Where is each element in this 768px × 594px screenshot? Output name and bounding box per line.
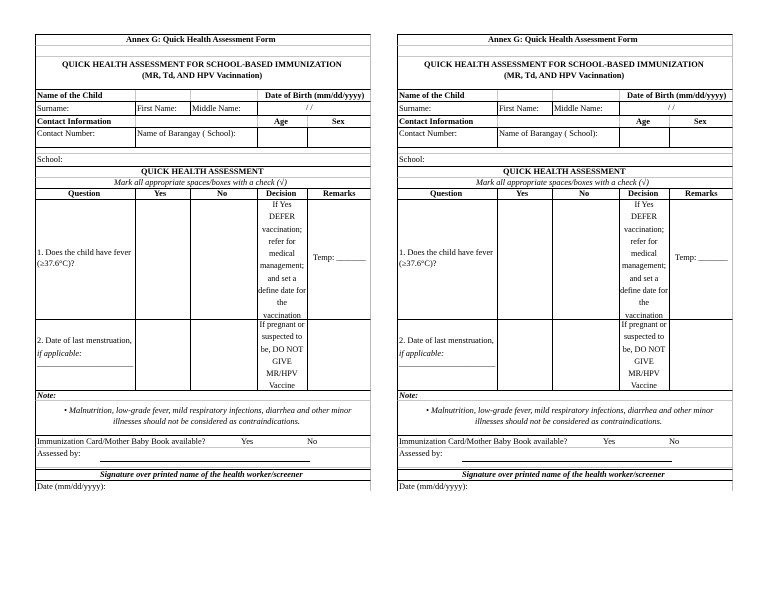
annex-title: Annex G: Quick Health Assessment Form xyxy=(488,35,638,44)
assessed-by-field[interactable]: Assessed by: xyxy=(37,449,81,458)
date-row xyxy=(35,480,371,491)
assessed-by-field[interactable]: Assessed by: xyxy=(399,449,443,458)
contact-fields-row xyxy=(35,127,371,147)
immunization-card-label: Immunization Card/Mother Baby Book available? xyxy=(37,437,206,446)
col-remarks: Remarks xyxy=(323,189,356,198)
qha-title: QUICK HEALTH ASSESSMENT xyxy=(503,167,626,176)
note-text-row xyxy=(397,400,733,435)
q1-text-line1: 1. Does the child have fever xyxy=(37,248,131,257)
col-decision: Decision xyxy=(628,189,659,198)
date-row xyxy=(397,480,733,491)
main-title: QUICK HEALTH ASSESSMENT FOR SCHOOL-BASED IMMUNIZATION xyxy=(424,60,704,69)
col-no: No xyxy=(217,189,228,198)
qha-instruction: Mark all appropriate spaces/boxes with a check (√) xyxy=(114,178,287,187)
contact-number-field[interactable]: Contact Number: xyxy=(37,129,95,138)
dob-field[interactable]: / / xyxy=(668,103,675,112)
signature-label: Signature over printed name of the health worker/screener xyxy=(100,470,303,479)
q1-text-line1: 1. Does the child have fever xyxy=(399,248,493,257)
q2-text-line2: if applicable: xyxy=(37,349,82,358)
annex-title: Annex G: Quick Health Assessment Form xyxy=(126,35,276,44)
qha-instruction: Mark all appropriate spaces/boxes with a check (√) xyxy=(476,178,649,187)
annex-title-row xyxy=(35,34,371,45)
q1-yes-cell[interactable] xyxy=(498,200,552,320)
sex-label: Sex xyxy=(694,117,707,126)
main-title: QUICK HEALTH ASSESSMENT FOR SCHOOL-BASED IMMUNIZATION xyxy=(62,60,342,69)
signature-label: Signature over printed name of the health worker/screener xyxy=(462,470,665,479)
date-of-birth-label: Date of Birth (mm/dd/yyyy) xyxy=(627,91,727,100)
note-line2: illnesses should not be considered as contraindications. xyxy=(475,417,662,426)
surname-field[interactable]: Surname: xyxy=(399,104,432,113)
imm-yes-option[interactable]: Yes xyxy=(603,437,616,446)
name-of-child-label: Name of the Child xyxy=(399,91,465,100)
middle-name-field[interactable]: Middle Name: xyxy=(554,104,603,113)
date-field[interactable]: Date (mm/dd/yyyy): xyxy=(37,482,106,491)
col-no: No xyxy=(579,189,590,198)
first-name-field[interactable]: First Name: xyxy=(137,104,177,113)
q2-text-line2: if applicable: xyxy=(399,349,444,358)
imm-no-option[interactable]: No xyxy=(669,437,680,446)
q2-yes-cell[interactable] xyxy=(498,320,552,391)
col-yes: Yes xyxy=(516,189,529,198)
q2-text-line3[interactable]: _______________________ xyxy=(37,359,134,368)
contact-header-row xyxy=(35,115,371,127)
note-label: Note: xyxy=(37,391,57,400)
q2-decision: If pregnant or suspected to be, DO NOT GIVE MR/HPV Vaccine xyxy=(621,320,667,391)
q1-no-cell[interactable] xyxy=(191,200,257,320)
note-label: Note: xyxy=(399,391,419,400)
q2-text-line3[interactable]: _______________________ xyxy=(399,359,496,368)
subtitle: (MR, Td, AND HPV Vacinnation) xyxy=(504,71,625,80)
subtitle: (MR, Td, AND HPV Vacinnation) xyxy=(142,71,263,80)
q1-text-line2: (≥37.6°C)? xyxy=(37,259,75,268)
note-row xyxy=(397,390,733,400)
qha-instruction-row xyxy=(35,177,371,188)
date-field[interactable]: Date (mm/dd/yyyy): xyxy=(399,482,468,491)
sex-label: Sex xyxy=(332,117,345,126)
assessed-by-row xyxy=(35,447,371,469)
qha-title-row xyxy=(35,166,371,177)
q2-decision: If pregnant or suspected to be, DO NOT GIVE MR/HPV Vaccine xyxy=(259,320,305,391)
school-field[interactable]: School: xyxy=(399,155,425,164)
col-question: Question xyxy=(430,189,463,198)
q2-no-cell[interactable] xyxy=(191,320,257,391)
surname-field[interactable]: Surname: xyxy=(37,104,70,113)
imm-no-option[interactable]: No xyxy=(307,437,318,446)
contact-fields-row xyxy=(397,127,733,147)
middle-name-field[interactable]: Middle Name: xyxy=(192,104,241,113)
q1-temp-field[interactable]: Temp: _______ xyxy=(313,253,366,262)
note-text-row xyxy=(35,400,371,435)
qha-title-row xyxy=(397,166,733,177)
col-decision: Decision xyxy=(266,189,297,198)
question-2-row xyxy=(397,319,733,390)
qha-title: QUICK HEALTH ASSESSMENT xyxy=(141,167,264,176)
question-1-row xyxy=(35,199,371,319)
dob-field[interactable]: / / xyxy=(306,103,313,112)
child-name-header xyxy=(35,89,371,101)
title-block xyxy=(397,45,733,89)
question-2-row xyxy=(35,319,371,390)
first-name-field[interactable]: First Name: xyxy=(499,104,539,113)
date-of-birth-label: Date of Birth (mm/dd/yyyy) xyxy=(265,91,365,100)
q1-text-line2: (≥37.6°C)? xyxy=(399,259,437,268)
q2-no-cell[interactable] xyxy=(553,320,619,391)
contact-header-row xyxy=(397,115,733,127)
age-label: Age xyxy=(274,117,288,126)
school-field[interactable]: School: xyxy=(37,155,63,164)
signature-row xyxy=(35,469,371,480)
title-block xyxy=(35,45,371,89)
table-header-row xyxy=(397,188,733,199)
q1-temp-field[interactable]: Temp: _______ xyxy=(675,253,728,262)
imm-yes-option[interactable]: Yes xyxy=(241,437,254,446)
q2-text-line1: 2. Date of last menstruation, xyxy=(399,336,494,345)
qha-instruction-row xyxy=(397,177,733,188)
barangay-field[interactable]: Name of Barangay ( School): xyxy=(137,129,236,138)
q2-yes-cell[interactable] xyxy=(136,320,190,391)
school-row xyxy=(397,147,733,166)
note-row xyxy=(35,390,371,400)
child-name-header xyxy=(397,89,733,101)
contact-number-field[interactable]: Contact Number: xyxy=(399,129,457,138)
signature-row xyxy=(397,469,733,480)
note-line2: illnesses should not be considered as contraindications. xyxy=(113,417,300,426)
name-of-child-label: Name of the Child xyxy=(37,91,103,100)
name-fields-row xyxy=(397,101,733,115)
annex-title-row xyxy=(397,34,733,45)
assessment-form-right xyxy=(397,34,733,491)
col-question: Question xyxy=(68,189,101,198)
age-label: Age xyxy=(636,117,650,126)
q1-decision: If Yes DEFER vaccination; refer for medical management; and set a define date for the vaccination xyxy=(258,200,306,320)
col-remarks: Remarks xyxy=(685,189,718,198)
col-yes: Yes xyxy=(154,189,167,198)
contact-information-label: Contact Information xyxy=(399,117,474,126)
table-header-row xyxy=(35,188,371,199)
question-1-row xyxy=(397,199,733,319)
school-row xyxy=(35,147,371,166)
note-line1: • Malnutrition, low-grade fever, mild respiratory infections, diarrhea and other minor xyxy=(64,406,352,415)
note-line1: • Malnutrition, low-grade fever, mild respiratory infections, diarrhea and other minor xyxy=(426,406,714,415)
barangay-field[interactable]: Name of Barangay ( School): xyxy=(499,129,598,138)
q2-text-line1: 2. Date of last menstruation, xyxy=(37,336,132,345)
immunization-card-label: Immunization Card/Mother Baby Book available? xyxy=(399,437,568,446)
assessed-by-row xyxy=(397,447,733,469)
name-fields-row xyxy=(35,101,371,115)
immunization-card-row xyxy=(35,435,371,447)
immunization-card-row xyxy=(397,435,733,447)
q1-no-cell[interactable] xyxy=(553,200,619,320)
q1-yes-cell[interactable] xyxy=(136,200,190,320)
contact-information-label: Contact Information xyxy=(37,117,112,126)
q1-decision: If Yes DEFER vaccination; refer for medical management; and set a define date for the vaccination xyxy=(620,200,668,320)
assessment-form-left xyxy=(35,34,371,491)
